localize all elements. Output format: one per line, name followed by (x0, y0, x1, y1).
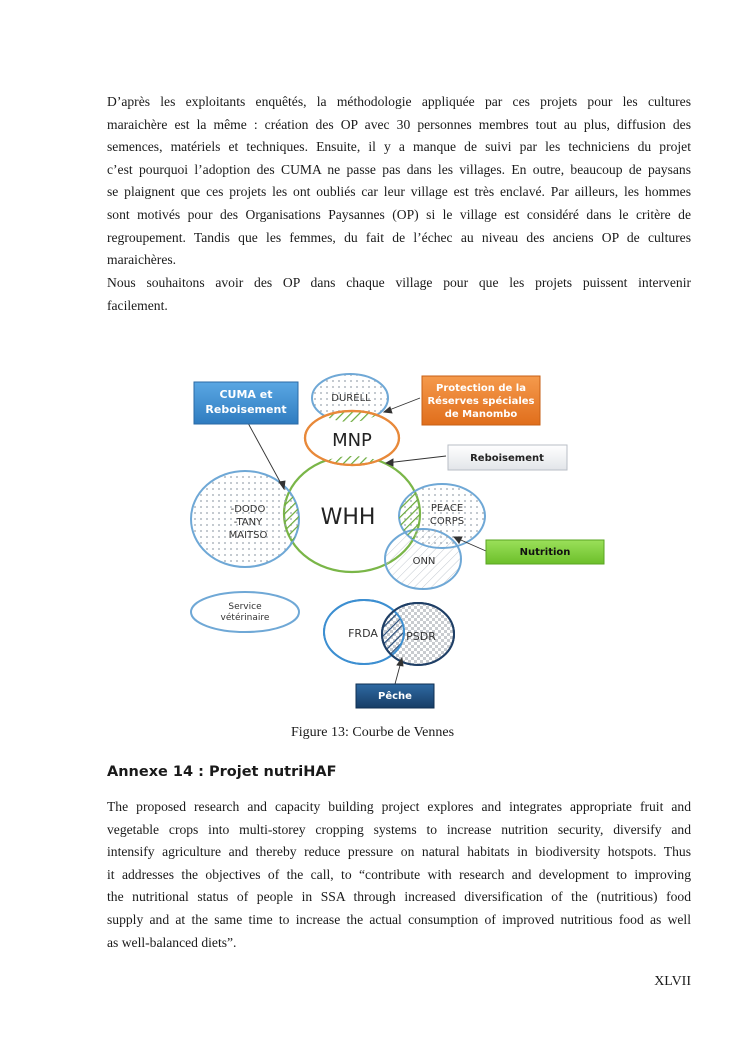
cuma-reboisement-box (194, 382, 298, 424)
nutrition-box (486, 540, 604, 564)
text-line: c’est pourquoi l’adoption des CUMA ne passe pas dans les villages. En outre, beaucoup de paysans (107, 161, 691, 177)
text-line: sont motivés pour des Organisations Paysannes (OP) si le village est considéré dans le critère de (107, 206, 691, 222)
dodo-label: -DODO (230, 504, 266, 515)
text-line: Nous souhaitons avoir des OP dans chaque village pour que les projets puissent intervenir (107, 275, 691, 290)
text-line: supply and at the same time to increase the actual consumption of improved nutritious food as well (107, 911, 691, 927)
cuma-label: CUMA et (219, 388, 273, 401)
text-line: D’après les exploitants enquêtés, la méthodologie appliquée par ces projets pour les cultures (107, 94, 691, 109)
corps-label: CORPS (429, 516, 465, 527)
mnp-label: MNP (332, 430, 372, 451)
protection-label-2: Réserves spéciales (427, 396, 535, 407)
cuma-reboisement-label: Reboisement (205, 403, 287, 416)
frda-label: FRDA (348, 627, 378, 640)
venn-diagram (185, 368, 610, 713)
text-line: as well-balanced diets”. (107, 934, 237, 950)
nutrition-label: Nutrition (519, 547, 571, 558)
psdr-label: PSDR (406, 630, 436, 643)
annex-paragraph (107, 796, 691, 954)
text-line: the nutritional status of people in SSA through increased diversification of the (nutritious) food (107, 889, 691, 905)
page-number: XLVII (654, 974, 691, 989)
protection-reserves-box (422, 376, 540, 425)
text-line: it addresses the objectives of the call, to “contribute with research and development to improving (107, 866, 691, 882)
veterinaire-label: vétérinaire (220, 613, 270, 623)
service-veterinaire-circle (191, 592, 299, 632)
text-line: regroupement. Tandis que les femmes, du fait de l’échec au niveau des anciens OP de cultures (107, 229, 691, 245)
text-line: intensify agriculture and thereby reduce pressure on natural habitats in biodiversity hotspots. Thus (107, 844, 691, 860)
intro-paragraph (107, 91, 691, 272)
second-paragraph (107, 272, 691, 317)
service-label: Service (228, 602, 262, 612)
peace-label: PEACE (430, 503, 464, 514)
text-line: semences, matériels et techniques. Ensuite, il y a manque de suivi par les techniciens du projet (107, 139, 691, 155)
durell-label: DURELL (331, 393, 371, 404)
maitso-label: MAITSO (228, 530, 268, 541)
protection-label-1: Protection de la (436, 383, 526, 394)
figure-caption: Figure 13: Courbe de Vennes (290, 725, 455, 740)
whh-label: WHH (320, 505, 376, 530)
reboisement-box (448, 445, 567, 470)
text-line: facilement. (107, 297, 168, 313)
reboisement-label: Reboisement (470, 453, 544, 464)
tany-label: -TANY (233, 517, 263, 528)
protection-label-3: de Manombo (444, 409, 518, 420)
text-line: vegetable crops into multi-storey cropping systems to increase nutrition security, diversify and (107, 821, 691, 837)
onn-label: ONN (412, 556, 436, 567)
text-line: maraichère est la même : création des OP avec 30 personnes membres tout au plus, diffusion des (107, 116, 691, 132)
peche-label: Pêche (378, 691, 412, 702)
text-line: The proposed research and capacity building project explores and integrates appropriate fruit and (107, 799, 691, 814)
text-line: maraichères. (107, 252, 177, 268)
peche-box (356, 684, 434, 708)
text-line: se plaignent que ces projets les ont oubliés car leur village est très enclavé. Par ailleurs, les hommes (107, 184, 691, 200)
annex-title: Annexe 14 : Projet nutriHAF (107, 764, 337, 780)
